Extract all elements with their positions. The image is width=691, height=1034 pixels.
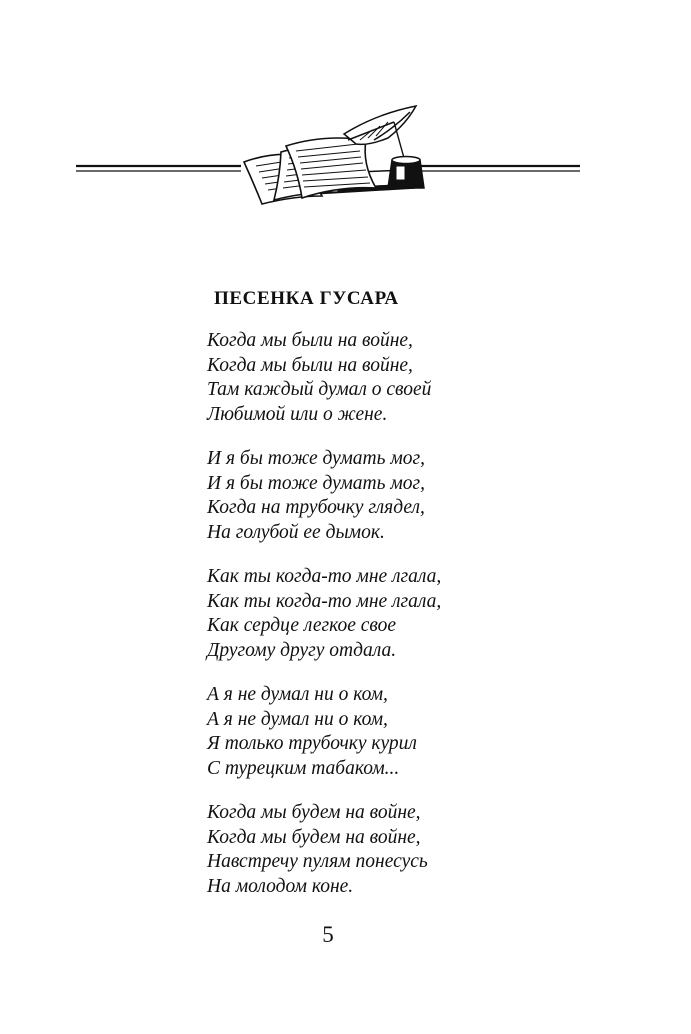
poem-title: ПЕСЕНКА ГУСАРА xyxy=(214,288,399,309)
poem-line: Как ты когда-то мне лгала, xyxy=(207,590,442,612)
poem-line: С турецким табаком... xyxy=(207,757,400,779)
poem-line: Когда мы были на войне, xyxy=(207,330,413,351)
stanza xyxy=(207,329,537,427)
stanza xyxy=(207,565,537,663)
poem-line: А я не думал ни о ком, xyxy=(207,708,388,730)
poem-line: Когда мы будем на войне, xyxy=(207,826,421,848)
stanza xyxy=(207,683,537,781)
poem-line: Когда мы будем на войне, xyxy=(207,802,421,823)
poem-line: Любимой или о жене. xyxy=(207,403,388,425)
poem-line: Когда мы были на войне, xyxy=(207,354,413,376)
poem-line: На молодом коне. xyxy=(207,875,354,897)
poem-line: А я не думал ни о ком, xyxy=(207,684,388,705)
inkwell-icon xyxy=(388,157,424,189)
page-number: 5 xyxy=(322,922,334,947)
stanza xyxy=(207,801,537,899)
poem-body xyxy=(207,329,537,919)
poem-line: И я бы тоже думать мог, xyxy=(207,472,426,494)
poem-line: Как ты когда-то мне лгала, xyxy=(207,566,442,587)
right-rule xyxy=(416,166,580,171)
poem-line: Навстречу пулям понесусь xyxy=(207,851,428,872)
poem-line: Как сердце легкое свое xyxy=(207,615,397,636)
papers-quill-inkwell-icon xyxy=(76,100,580,215)
poem-line: И я бы тоже думать мог, xyxy=(207,448,426,469)
poem-line: На голубой ее дымок. xyxy=(207,521,385,543)
poem-line: Другому другу отдала. xyxy=(207,639,397,661)
poem-line: Там каждый думал о своей xyxy=(207,379,432,400)
poem-line: Когда на трубочку глядел, xyxy=(207,497,425,518)
stanza xyxy=(207,447,537,545)
poem-line: Я только трубочку курил xyxy=(207,733,417,754)
left-rule xyxy=(76,166,241,171)
